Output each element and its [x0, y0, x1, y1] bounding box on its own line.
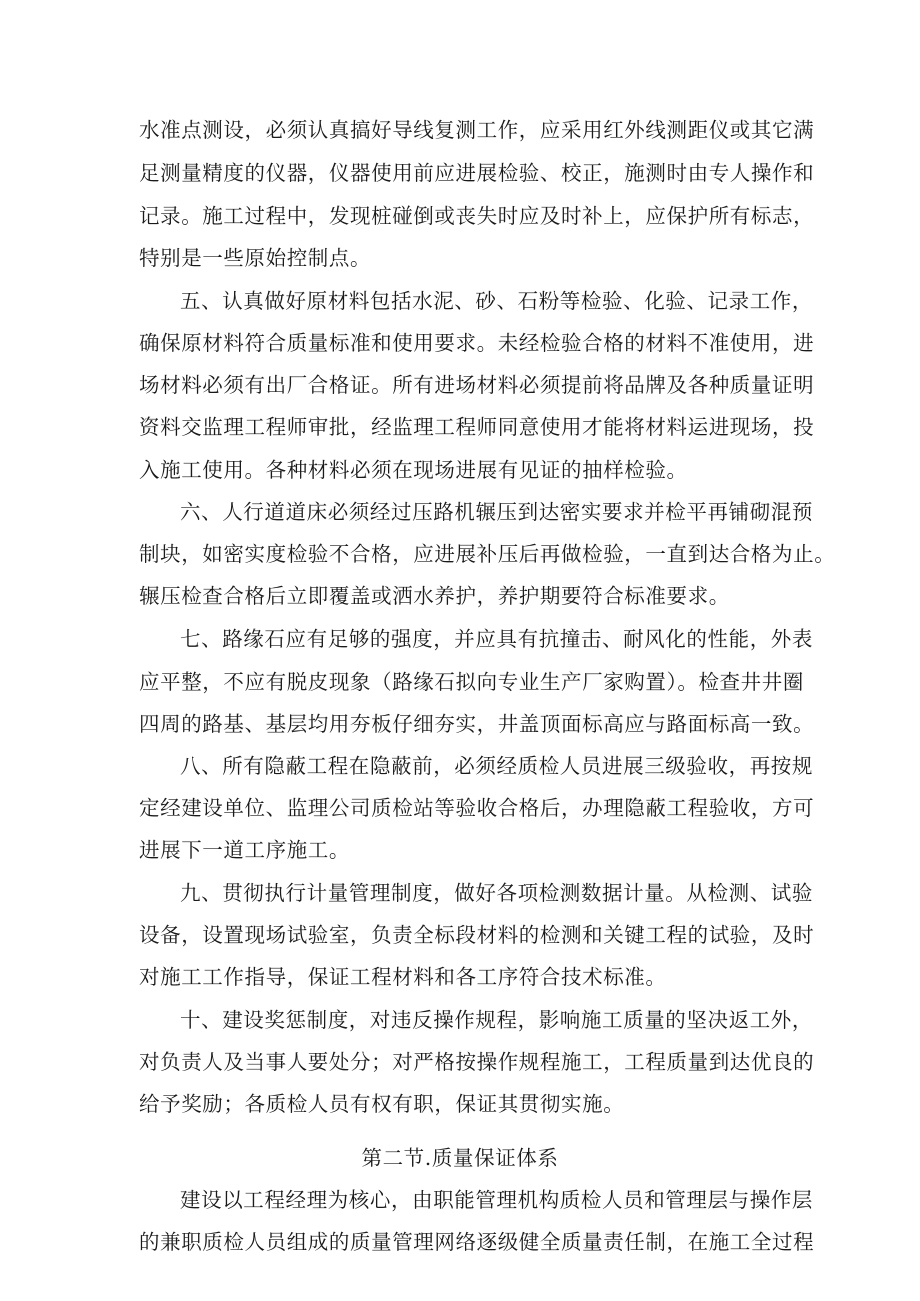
text-line: 定经建设单位、监理公司质检站等验收合格后，办理隐蔽工程验收，方可: [139, 796, 815, 820]
text-line: 设备，设置现场试验室，负责全标段材料的检测和关键工程的试验，及时: [139, 923, 815, 947]
text-line: 入施工使用。各种材料必须在现场进展有见证的抽样检验。: [139, 458, 688, 482]
text-line: 六、人行道道床必须经过压路机辗压到达密实要求并检平再铺砌混预: [180, 500, 813, 524]
text-line: 水准点测设，必须认真搞好导线复测工作，应采用红外线测距仪或其它满: [139, 118, 815, 142]
text-line: 特别是一些原始控制点。: [139, 246, 372, 270]
text-line: 进展下一道工序施工。: [139, 838, 350, 862]
text-line: 九、贯彻执行计量管理制度，做好各项检测数据计量。从检测、试验: [180, 881, 813, 905]
text-line: 制块，如密实度检验不合格，应进展补压后再做检验，一直到达合格为止。: [139, 542, 836, 566]
text-line: 资料交监理工程师审批，经监理工程师同意使用才能将材料运进现场，投: [139, 415, 815, 439]
text-line: 记录。施工过程中，发现桩碰倒或丧失时应及时补上，应保护所有标志，: [139, 204, 815, 228]
text-line: 五、认真做好原材料包括水泥、砂、石粉等检验、化验、记录工作，: [180, 289, 813, 313]
text-line: 十、建设奖惩制度，对违反操作规程，影响施工质量的坚决返工外，: [180, 1008, 813, 1032]
text-line: 应平整，不应有脱皮现象（路缘石拟向专业生产厂家购置）。检查井井圈: [139, 670, 804, 694]
text-line: 辗压检查合格后立即覆盖或洒水养护，养护期要符合标准要求。: [139, 584, 730, 608]
text-line: 给予奖励；各质检人员有权有职，保证其贯彻实施。: [139, 1092, 625, 1116]
text-line: 对施工工作指导，保证工程材料和各工序符合技术标准。: [139, 965, 667, 989]
text-line: 七、路缘石应有足够的强度，并应具有抗撞击、耐风化的性能，外表: [180, 627, 813, 651]
text-line: 建设以工程经理为核心，由职能管理机构质检人员和管理层与操作层: [180, 1188, 813, 1212]
text-line: 场材料必须有出厂合格证。所有进场材料必须提前将品牌及各种质量证明: [139, 373, 815, 397]
text-line: 八、所有隐蔽工程在隐蔽前，必须经质检人员进展三级验收，再按规: [180, 754, 813, 778]
section-heading: 第二节.质量保证体系: [361, 1146, 559, 1170]
text-line: 对负责人及当事人要处分；对严格按操作规程施工，工程质量到达优良的: [139, 1050, 815, 1074]
text-line: 确保原材料符合质量标准和使用要求。未经检验合格的材料不准使用，进: [139, 331, 815, 355]
text-line: 足测量精度的仪器，仪器使用前应进展检验、校正，施测时由专人操作和: [139, 161, 815, 185]
text-line: 的兼职质检人员组成的质量管理网络逐级健全质量责任制，在施工全过程: [139, 1230, 815, 1254]
text-line: 四周的路基、基层均用夯板仔细夯实，井盖顶面标高应与路面标高一致。: [139, 712, 815, 736]
